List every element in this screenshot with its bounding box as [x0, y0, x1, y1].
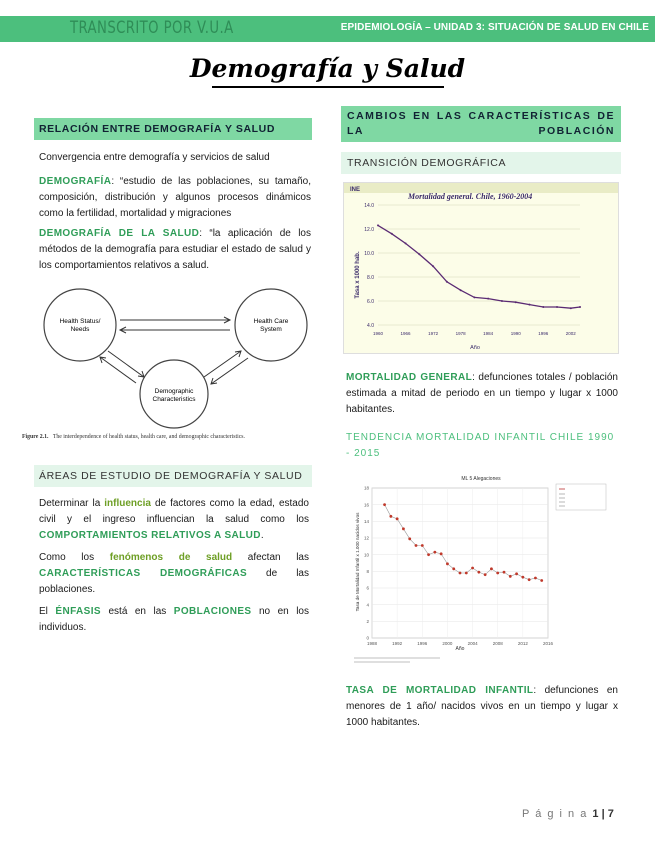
- chart2-point: [433, 551, 436, 554]
- chart2-xtick: 2004: [467, 641, 478, 646]
- demografia-definition: [39, 174, 311, 222]
- diagram-arrows: [100, 317, 248, 384]
- chart1-ytick: 12.0: [364, 227, 374, 233]
- chart2-xtick: 1992: [392, 641, 403, 646]
- chart1-point: [460, 289, 462, 291]
- chart1-xtick: 1966: [400, 331, 411, 336]
- chart1-xtick: 2002: [565, 331, 576, 336]
- infant-mortality-heading: TENDENCIA MORTALIDAD INFANTIL CHILE 1990 - 2015: [346, 432, 615, 459]
- enfasis-term: ÉNFASIS: [55, 606, 101, 617]
- chart2-xtick: 2016: [542, 641, 554, 646]
- chart2-ytick: 10: [363, 552, 369, 558]
- caption-text: The interdependence of health status, health care, and demographic characteristics.: [52, 434, 246, 440]
- chart2-point: [496, 572, 499, 575]
- chart2-xlabel: Año: [455, 646, 465, 652]
- unit-title: EPIDEMIOLOGÍA – UNIDAD 3: SITUACIÓN DE SALUD EN CHILE: [340, 22, 649, 33]
- chart1-point: [391, 233, 393, 235]
- mortalidad-general-def-text: : defunciones totales / población estimada a mitad de periodo en un tiempo y lugar x 1000 habitantes.: [346, 372, 618, 415]
- health-status-node: [44, 289, 116, 361]
- chart1-point: [432, 265, 434, 267]
- chart1-xtick: 1990: [510, 331, 521, 336]
- chart2-point: [415, 544, 418, 547]
- chart2-xtick: 2000: [442, 641, 453, 646]
- chart2-ytick: 4: [366, 602, 369, 608]
- chart1-point: [542, 306, 544, 308]
- chart2-point: [484, 573, 487, 576]
- chart2-point: [459, 572, 462, 575]
- page-number: 1 | 7: [592, 808, 614, 820]
- chart2-ytick: 16: [363, 502, 369, 508]
- chart2-legend: [556, 484, 606, 510]
- chart2-title: ML 5 Alegaciones: [461, 476, 501, 482]
- chart1-xtick: 1984: [483, 331, 494, 336]
- chart2-ylabel: Tasa de Mortalidad Infantil x 1.000 nacidos vivos: [355, 512, 360, 612]
- chart2-point: [452, 567, 455, 570]
- chart2-point: [515, 572, 518, 575]
- chart2-point: [389, 515, 392, 518]
- document-title: Demografía y Salud: [189, 54, 466, 83]
- chart2-point: [440, 552, 443, 555]
- section-heading-relacion: RELACIÓN ENTRE DEMOGRAFÍA Y SALUD: [34, 118, 312, 140]
- top-banner: [0, 16, 655, 42]
- demografia-salud-definition: [39, 226, 311, 274]
- chart2-point: [540, 579, 543, 582]
- chart2-xtick: 2008: [492, 641, 503, 646]
- chart2-ytick: 18: [363, 485, 369, 491]
- chart2-ytick: 14: [363, 518, 369, 524]
- infant-mortality-chart: [350, 470, 612, 666]
- demografia-def-text: : “estudio de las poblaciones, su tamaño, composición, distribución y algunos procesos dinámicos como la fertilidad, mortalidad y migraciones: [39, 176, 311, 219]
- chart2-point: [490, 567, 493, 570]
- tmi-term: TASA DE MORTALIDAD INFANTIL: [346, 685, 534, 696]
- chart2-ytick: 6: [366, 585, 369, 591]
- infant-mortality-svg: [350, 470, 612, 666]
- mortalidad-general-term: MORTALIDAD GENERAL: [346, 372, 473, 383]
- chart1-point: [515, 301, 517, 303]
- chart1-ytick: 10.0: [364, 251, 374, 257]
- subheading-transicion: TRANSICIÓN DEMOGRÁFICA: [341, 152, 621, 174]
- page-footer: [522, 808, 614, 820]
- chart2-point: [396, 517, 399, 520]
- diagram-caption: [22, 433, 246, 440]
- chart1-point: [377, 224, 379, 226]
- health-care-node: [235, 289, 307, 361]
- chart2-point: [383, 503, 386, 506]
- demografia-salud-term: DEMOGRAFÍA DE LA SALUD: [39, 228, 200, 239]
- interdependence-diagram: [22, 288, 308, 444]
- areas-paragraph-2: Como los fenómenos de salud afectan las CARACTERÍSTICAS DEMOGRÁFICAS de las poblaciones.: [39, 552, 309, 595]
- mortalidad-general-chart: [343, 182, 619, 354]
- chart1-xtick: 1978: [455, 331, 466, 336]
- mortalidad-general-definition: [346, 370, 618, 418]
- chart1-xtick: 1996: [538, 331, 549, 336]
- chart1-point: [446, 281, 448, 283]
- chart1-ytick: 6.0: [367, 299, 374, 305]
- poblaciones-term: POBLACIONES: [173, 606, 252, 617]
- chart1-point: [418, 253, 420, 255]
- chart2-point: [471, 567, 474, 570]
- chart2-point: [446, 562, 449, 565]
- influencia-term: influencia: [104, 498, 151, 509]
- chart1-corner-label: INE: [350, 187, 361, 193]
- chart1-point: [487, 298, 489, 300]
- areas-paragraph-1: Determinar la influencia de factores como la edad, estado civil y el ingreso influencian la salud como los COMPORTAMIENTOS RELATIVOS A SALUD.: [39, 498, 309, 541]
- chart2-trend-line: [385, 505, 542, 581]
- chart2-point: [509, 575, 512, 578]
- chart1-xtick: 1960: [372, 331, 384, 336]
- chart2-point: [521, 576, 524, 579]
- chart1-xtick: 1972: [428, 331, 439, 336]
- node-right-line1: Health Care: [253, 318, 289, 325]
- node-left-line1: Health Status/: [59, 318, 101, 325]
- mortalidad-general-svg: [344, 183, 618, 353]
- chart2-point: [503, 571, 506, 574]
- demografia-term: DEMOGRAFÍA: [39, 176, 112, 187]
- chart2-point: [534, 577, 537, 580]
- chart1-point: [501, 300, 503, 302]
- chart1-ytick: 14.0: [364, 203, 374, 209]
- chart1-title: Mortalidad general. Chile, 1960-2004: [408, 192, 533, 201]
- chart2-point: [427, 553, 430, 556]
- chart1-xlabel: Año: [470, 345, 480, 351]
- chart1-point: [570, 307, 572, 309]
- node-right-line2: System: [260, 326, 282, 333]
- chart2-point: [477, 571, 480, 574]
- chart1-ytick: 8.0: [367, 275, 374, 281]
- chart1-point: [556, 306, 558, 308]
- chart2-ytick: 8: [366, 568, 369, 574]
- chart1-point: [473, 296, 475, 298]
- chart2-point: [421, 544, 424, 547]
- chart2-xtick: 2012: [517, 641, 528, 646]
- transcriber-brand: TRANSCRITO POR V.U.A: [70, 18, 234, 38]
- areas-paragraph-3: El ÉNFASIS está en las POBLACIONES no en los individuos.: [39, 606, 309, 633]
- chart1-ylabel: Tasa x 1000 hab.: [355, 251, 361, 299]
- title-underline: [212, 86, 444, 88]
- demografia-salud-def-text: : “la aplicación de los métodos de la demografía para estudiar el estado de salud y los comportamientos relativos a salud.: [39, 228, 311, 271]
- chart2-footnote: [354, 658, 440, 662]
- chart1-point: [405, 242, 407, 244]
- chart2-xtick: 1988: [366, 641, 378, 646]
- chart2-ytick: 0: [366, 635, 369, 641]
- chart1-series-line: [378, 225, 580, 308]
- caracteristicas-term: CARACTERÍSTICAS DEMOGRÁFICAS: [39, 568, 248, 579]
- intro-paragraph: Convergencia entre demografía y servicios de salud: [39, 152, 270, 163]
- tmi-def-text: : defunciones en menores de 1 año/ nacidos vivos en un tiempo y lugar x 1000 habitantes.: [346, 685, 618, 728]
- comportamientos-term: COMPORTAMIENTOS RELATIVOS A SALUD: [39, 530, 261, 541]
- chart2-ytick: 12: [363, 535, 369, 541]
- section-heading-areas: ÁREAS DE ESTUDIO DE DEMOGRAFÍA Y SALUD: [34, 465, 312, 487]
- section-heading-cambios: CAMBIOS EN LAS CARACTERÍSTICAS DE LA POBLACIÓN: [341, 106, 621, 142]
- chart1-point: [529, 304, 531, 306]
- chart2-xtick: 1996: [417, 641, 428, 646]
- chart2-point: [408, 537, 411, 540]
- chart2-point: [528, 578, 531, 581]
- caption-label: Figure 2.1.: [22, 434, 49, 440]
- chart2-plot-frame: [372, 488, 548, 638]
- node-left-line2: Needs: [70, 326, 90, 333]
- chart2-point: [402, 527, 405, 530]
- chart1-ytick: 4.0: [367, 323, 374, 329]
- node-bottom-line1: Demographic: [154, 388, 194, 395]
- chart2-ytick: 2: [366, 618, 369, 624]
- page-word: P á g i n a: [522, 808, 588, 820]
- chart1-point: [579, 306, 581, 308]
- node-bottom-line2: Characteristics: [152, 396, 196, 403]
- fenomenos-term: fenómenos de salud: [109, 552, 233, 563]
- chart2-point: [465, 572, 468, 575]
- tasa-mortalidad-infantil-definition: [346, 683, 618, 731]
